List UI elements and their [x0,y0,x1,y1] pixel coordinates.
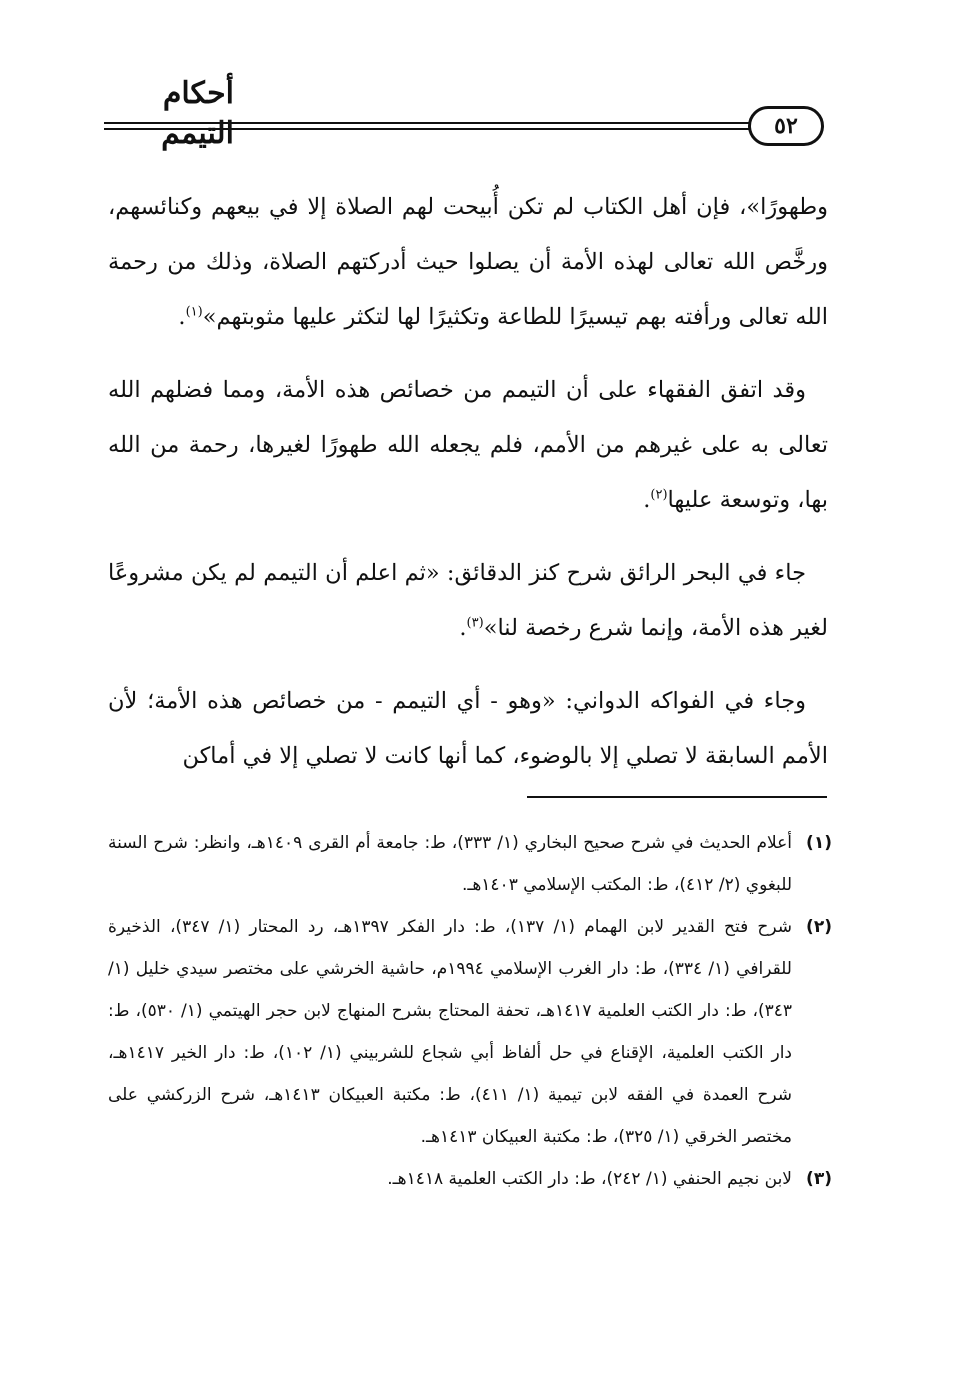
paragraph-text: وجاء في الفواكه الدواني: «وهو - أي التيمم - من خصائص هذه الأمة؛ لأن الأمم السابقة لا تصلي إلا بالوضوء، كما أنها كانت لا تصلي إلا في أماكن [108,688,828,769]
paragraph [108,363,828,528]
header-rule-line-bottom [104,128,750,130]
footnote [108,822,832,906]
header-rule-line-top [104,122,750,124]
footnote-separator [527,796,827,798]
page-number: ٥٢ [748,106,824,146]
paragraph-end-punct: . [459,615,467,641]
footnote-number: (١) [806,833,832,853]
paragraph [108,546,828,656]
running-header-title: أحكام التيمم [161,76,234,151]
paragraph [108,674,828,784]
footnote-text: لابن نجيم الحنفي (١/ ٢٤٢)، ط: دار الكتب العلمية ١٤١٨هـ. [387,1169,792,1189]
footnote-number: (٢) [806,917,832,937]
footnote-reference: (١) [185,304,203,320]
footnote-text: شرح فتح القدير لابن الهمام (١/ ١٣٧)، ط: دار الفكر ١٣٩٧هـ، رد المحتار (١/ ٣٤٧)، الذخيرة للقرافي (١/ ٣٣٤)، ط: دار الغرب الإسلامي ١٩٩٤م، حاشية الخرشي على مختصر سيدي خليل (١/ ٣٤٣)، ط: دار الكتب العلمية ١٤١٧هـ، تحفة المحتاج بشرح المنهاج لابن حجر الهيتمي (١/ ٥٣٠)، ط: دار الكتب العلمية، الإقناع في حل ألفاظ أبي شجاع للشربيني (١/ ١٠٢)، ط: دار الخير ١٤١٧هـ، شرح العمدة في الفقه لابن تيمية (١/ ٤١١)، ط: مكتبة العبيكان ١٤١٣هـ، شرح الزركشي على مختصر الخرقي (١/ ٣٢٥)، ط: مكتبة العبيكان ١٤١٣هـ. [108,917,793,1147]
header-double-rule [104,120,750,132]
main-text [108,180,828,802]
paragraph [108,180,828,345]
footnote-number: (٣) [806,1169,832,1189]
paragraph-text: جاء في البحر الرائق شرح كنز الدقائق: «ثم اعلم أن التيمم لم يكن مشروعًا لغير هذه الأمة، وإنما شرع رخصة لنا» [108,560,828,641]
paragraph-end-punct: . [643,487,651,513]
footnote-text: أعلام الحديث في شرح صحيح البخاري (١/ ٣٣٣)، ط: جامعة أم القرى ١٤٠٩هـ، وانظر: شرح السنة للبغوي (٢/ ٤١٢)، ط: المكتب الإسلامي ١٤٠٣هـ. [108,833,792,895]
paragraph-text: وطهورًا»، فإن أهل الكتاب لم تكن أُبيحت لهم الصلاة إلا في بيعهم وكنائسهم، ورخَّص الله تعالى لهذه الأمة أن يصلوا حيث أدركتهم الصلاة، وذلك من رحمة الله تعالى ورأفته بهم تيسيرًا للطاعة وتكثيرًا لها لتكثر عليها مثوبتهم» [108,194,828,330]
footnotes [108,822,832,1200]
footnote [108,906,832,1158]
paragraph-end-punct: . [178,304,186,330]
paragraph-text: وقد اتفق الفقهاء على أن التيمم من خصائص هذه الأمة، ومما فضلهم الله تعالى به على غيرهم من الأمم، فلم يجعله الله طهورًا لغيرها، رحمة من الله بها، وتوسعة عليها [108,377,828,513]
footnote-reference: (٣) [466,615,484,631]
footnote [108,1158,832,1200]
footnote-reference: (٢) [650,487,668,503]
